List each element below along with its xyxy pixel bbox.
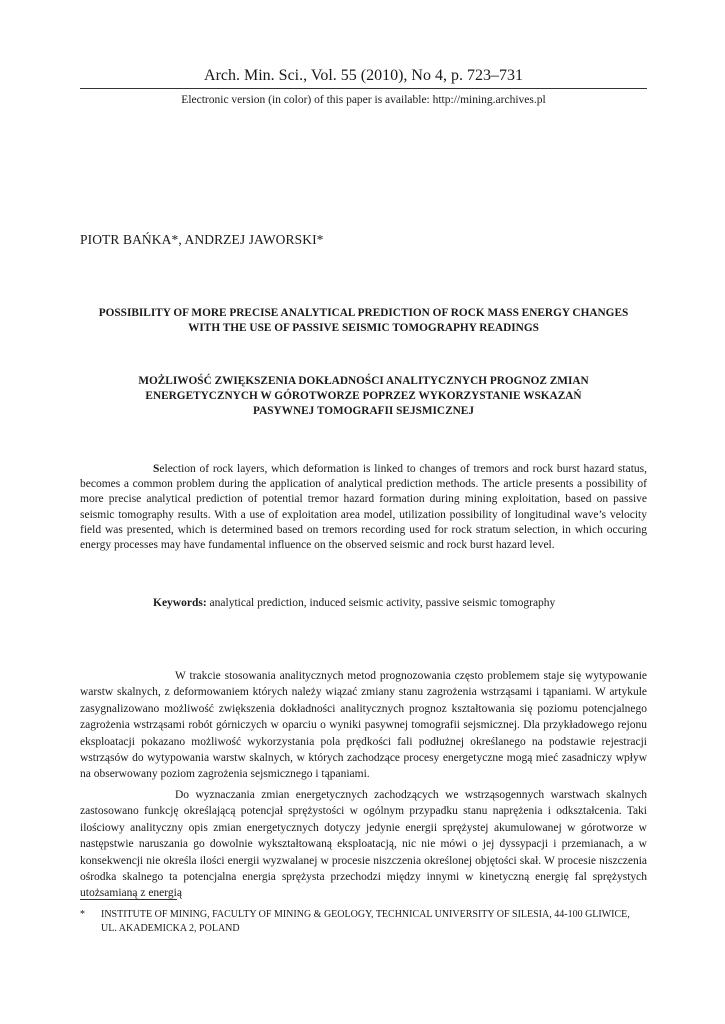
electronic-version-note: Electronic version (in color) of this paper is available: http://mining.archives.pl xyxy=(181,94,546,106)
authors: PIOTR BAŃKA*, ANDRZEJ JAWORSKI* xyxy=(80,232,324,247)
body-paragraph-1: W trakcie stosowania analitycznych metod prognozowania często problemem staje się wytypowanie warstw skalnych, z deformowaniem których należy wiązać zmiany stanu zagrożenia wstrząsami i tąpaniami. W artykule zasygnalizowano możliwość zwiększenia dokładności analitycznych prognoz kształtowania się poziomu potencjalnego zagrożenia wstrząsami robót górniczych w oparciu o wyniki pasywnej tomografii sejsmicznej. Dla przykładowego rejonu eksploatacji pokazano możliwość wykorzystania pola prędkości fali podłużnej określanego na podstawie rejestracji wstrząsów do wytypowania warstw skalnych, w których zachodzące procesy energetyczne mogą mieć zasadniczy wpływ na obserwowany poziom zagrożenia sejsmicznego i tąpaniami. xyxy=(80,670,647,781)
abstract-text: election of rock layers, which deformation is linked to changes of tremors and rock burst hazard status, becomes a common problem during the application of analytical prediction methods. The article presents a possibility of more precise analytical prediction of potential tremor hazard formation during mining exploitation, based on passive seismic tomography results. With a use of exploitation area model, utilization possibility of longitudinal wave’s velocity field was presented, which is determined based on tremors recording used for rock stratum selection, in which occuring energy processes may have fundamental influence on the observed seismic and rock burst hazard level. xyxy=(80,463,647,552)
title-polish-line-2: ENERGETYCZNYCH W GÓROTWORZE POPRZEZ WYKORZYSTANIE WSKAZAŃ xyxy=(145,390,582,402)
abstract-initial: S xyxy=(153,463,160,475)
header-rule xyxy=(80,88,647,89)
title-polish-line-1: MOŻLIWOŚĆ ZWIĘKSZENIA DOKŁADNOŚCI ANALITYCZNYCH PROGNOZ ZMIAN xyxy=(138,375,589,387)
footnote-affiliation xyxy=(101,908,647,936)
abstract xyxy=(80,462,647,553)
footnote-mark: * xyxy=(80,909,85,920)
body-paragraph-2: Do wyznaczania zmian energetycznych zachodzących we wstrząsogennych warstwach skalnych zastosowano funkcję określającą potencjał sprężystości w ogólnym przypadku stanu naprężenia i odkształcenia. Taki ilościowy analityczny opis zmian energetycznych dotyczy jedynie energii sprężystej akumulowanej w górotworze w następstwie naruszania go dowolnie wykształtowaną eksploatacją, nic nie mówi o jej dyssypacji i przemianach, a w konsekwencji nie określa ilości energii wyzwalanej w procesie niszczenia określonej objętości skał. W procesie niszczenia ośrodka skalnego ta potencjalna energia sprężysta przechodzi między innymi w kinetyczną energię fal sprężystych utożsamianą z energią xyxy=(80,789,647,900)
journal-citation: Arch. Min. Sci., Vol. 55 (2010), No 4, p. 723–731 xyxy=(204,67,523,84)
keywords-label: Keywords: xyxy=(153,597,207,609)
footnote-line-2: UL. AKADEMICKA 2, POLAND xyxy=(101,923,240,934)
footnote-line-1: INSTITUTE OF MINING, FACULTY OF MINING & GEOLOGY, TECHNICAL UNIVERSITY OF SILESIA, 44-100 GLIWICE, xyxy=(101,909,630,920)
title-english xyxy=(80,306,647,336)
title-polish-line-3: PASYWNEJ TOMOGRAFII SEJSMICZNEJ xyxy=(253,405,474,417)
title-polish xyxy=(80,374,647,419)
footnote-rule xyxy=(80,899,177,900)
keywords-text: analytical prediction, induced seismic activity, passive seismic tomography xyxy=(206,597,556,609)
title-english-line-2: WITH THE USE OF PASSIVE SEISMIC TOMOGRAPHY READINGS xyxy=(188,322,539,334)
keywords xyxy=(153,596,647,611)
title-english-line-1: POSSIBILITY OF MORE PRECISE ANALYTICAL PREDICTION OF ROCK MASS ENERGY CHANGES xyxy=(98,307,629,319)
